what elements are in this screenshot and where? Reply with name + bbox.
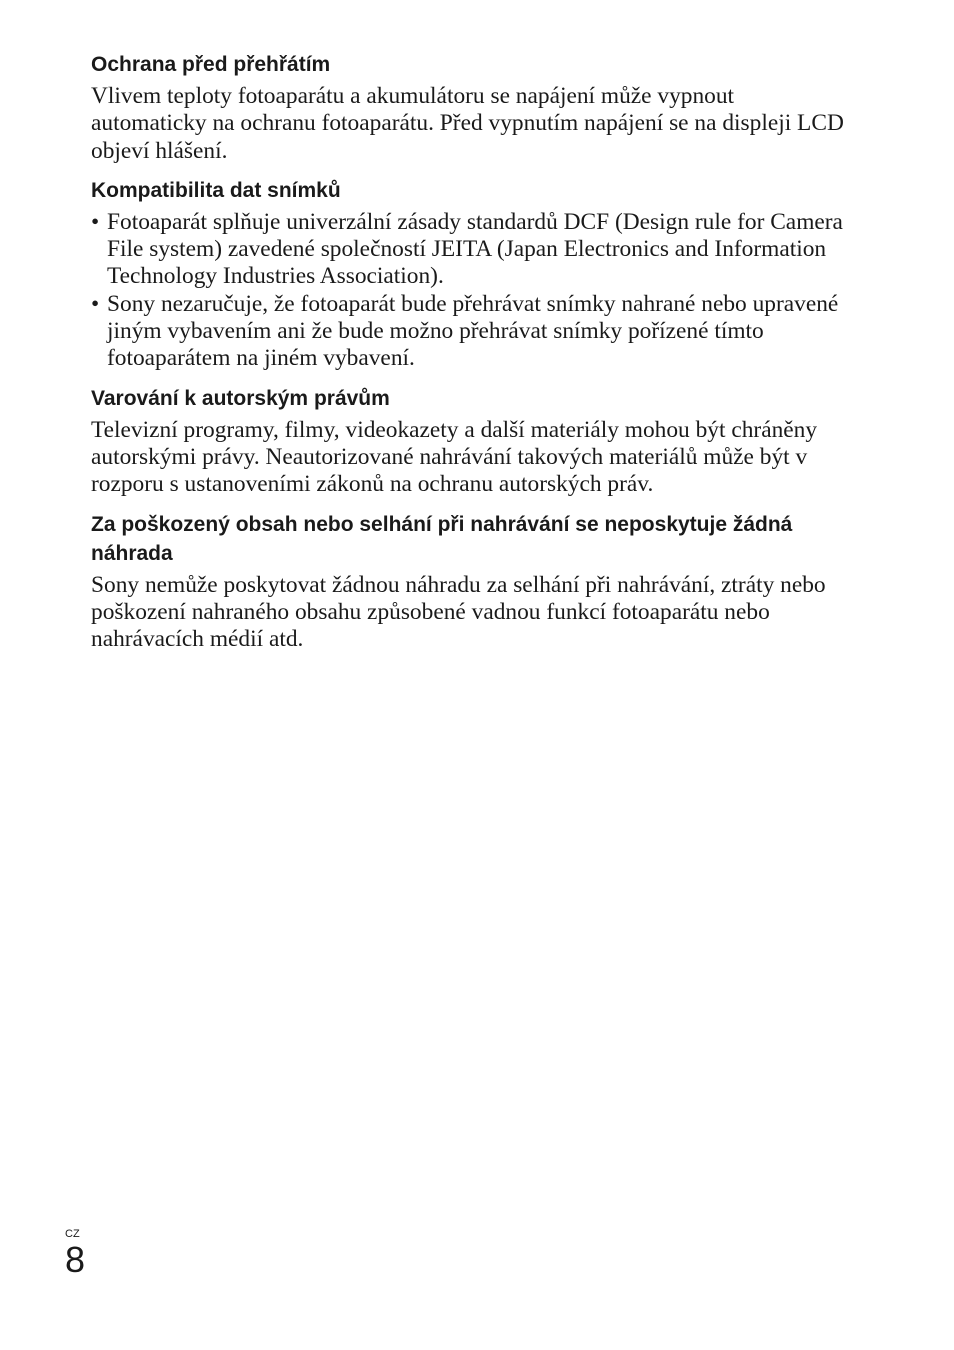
heading-no-compensation: Za poškozený obsah nebo selhání při nahrávání se neposkytuje žádná náhrada	[91, 512, 793, 565]
section-overheat-protection	[91, 50, 851, 165]
list-item	[91, 291, 851, 373]
heading-image-compatibility: Kompatibilita dat snímků	[91, 178, 341, 202]
page-footer	[65, 1228, 85, 1278]
bullet-list	[91, 209, 851, 373]
heading-overheat-protection: Ochrana před přehřátím	[91, 53, 331, 76]
section-no-compensation	[91, 510, 851, 654]
page-number: 8	[65, 1239, 86, 1280]
bullet-icon: •	[91, 290, 100, 317]
paragraph-overheat-protection: Vlivem teploty fotoaparátu a akumulátoru se napájení může vypnout automaticky na ochranu fotoaparátu. Před vypnutím napájení se na displeji LCD objeví hlášení.	[91, 83, 844, 164]
language-code: CZ	[65, 1228, 80, 1240]
paragraph-no-compensation: Sony nemůže poskytovat žádnou náhradu za selhání při nahrávání, ztráty nebo poškození nahraného obsahu způsobené vadnou funkcí fotoaparátu nebo nahrávacích médií atd.	[91, 571, 826, 653]
page-content	[91, 50, 851, 664]
paragraph-copyright-warning: Televizní programy, filmy, videokazety a další materiály mohou být chráněny autorskými právy. Neautorizované nahrávání takových materiálů může být v rozporu s ustanoveními zákonů na ochranu autorských práv.	[91, 416, 818, 498]
heading-copyright-warning: Varování k autorským právům	[91, 386, 390, 410]
list-item	[91, 209, 851, 291]
section-image-compatibility	[91, 176, 851, 373]
list-item-text: Fotoaparát splňuje univerzální zásady standardů DCF (Design rule for Camera File system) zavedené společností JEITA (Japan Electronics and Information Technology Industries Association).	[107, 208, 843, 290]
section-copyright-warning	[91, 384, 851, 499]
bullet-icon: •	[91, 208, 100, 235]
list-item-text: Sony nezaručuje, že fotoaparát bude přehrávat snímky nahrané nebo upravené jiným vybavením ani že bude možno přehrávat snímky pořízené tímto fotoaparátem na jiném vybavení.	[107, 290, 839, 372]
